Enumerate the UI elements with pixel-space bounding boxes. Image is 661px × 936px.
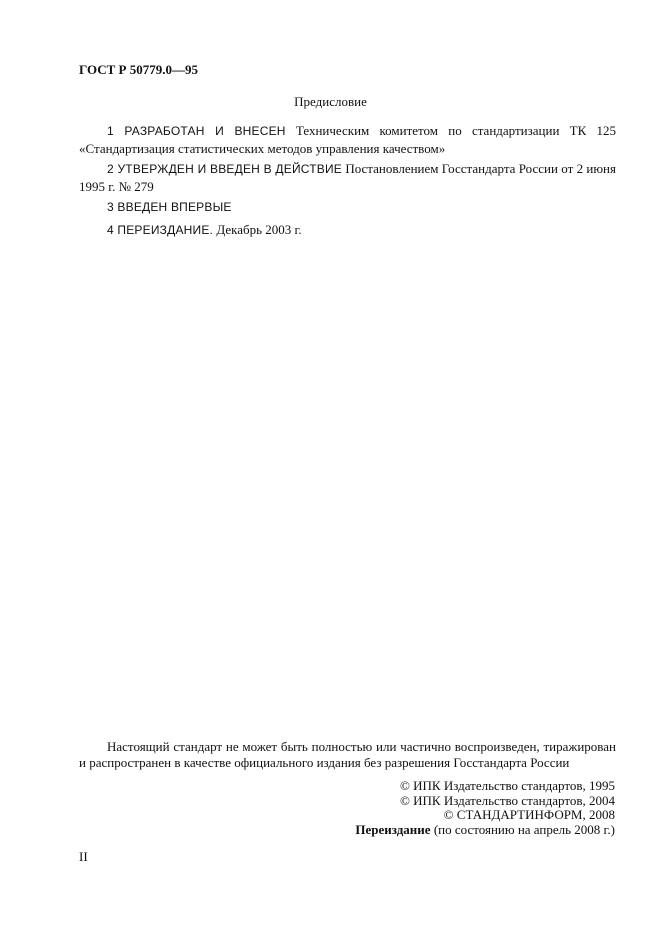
preface-item-2-text: Постановлением Госстандарта России от 2 июня 1995 г. № 279 [79, 161, 616, 194]
preface-item-1 [79, 122, 616, 157]
preface-item-4 [79, 221, 616, 239]
preface-item-4-caps: 4 ПЕРЕИЗДАНИЕ. [107, 223, 214, 237]
preface-title: Предисловие [294, 94, 367, 109]
preface-item-2-caps: 2 УТВЕРЖДЕН И ВВЕДЕН В ДЕЙСТВИЕ [107, 162, 342, 176]
preface-item-3-caps: 3 ВВЕДЕН ВПЕРВЫЕ [107, 200, 232, 214]
standard-code-header: ГОСТ Р 50779.0—95 [79, 62, 198, 77]
reprint-label: Переиздание [355, 821, 431, 837]
preface-item-2 [79, 160, 616, 195]
preface-item-3 [79, 198, 616, 216]
reprint-text: (по состоянию на апрель 2008 г.) [430, 821, 615, 837]
preface-item-1-text: Техническим комитетом по стандартизации ТК 125 «Стандартизация статистических методов управления качеством» [79, 123, 616, 156]
preface-item-4-text: Декабрь 2003 г. [213, 222, 302, 237]
preface-item-1-caps: 1 РАЗРАБОТАН И ВНЕСЕН [107, 124, 286, 138]
copyright-block [355, 779, 615, 837]
copyright-line-1: © ИПК Издательство стандартов, 1995 [400, 778, 615, 793]
copyright-line-3: © СТАНДАРТИНФОРМ, 2008 [443, 807, 615, 822]
reprint-line [355, 823, 615, 838]
page-number: II [79, 849, 88, 864]
copyright-line-2: © ИПК Издательство стандартов, 2004 [400, 792, 615, 808]
reproduction-notice: Настоящий стандарт не может быть полностью или частично воспроизведен, тиражирован и распространен в качестве официального издания без разрешения Госстандарта России [79, 739, 616, 770]
